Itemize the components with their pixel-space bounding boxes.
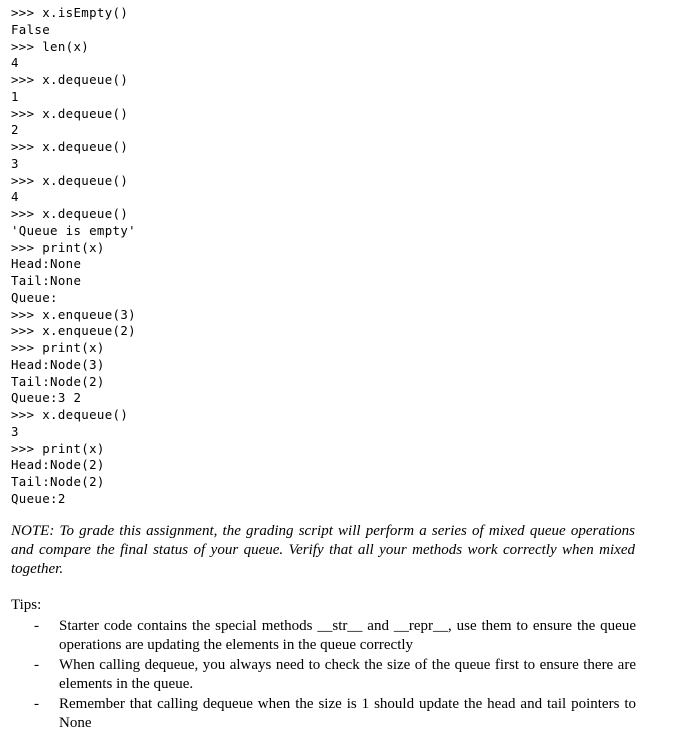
code-line: >>> len(x) [11,38,90,54]
tip-text: Starter code contains the special methods __str__ and __repr__, use them to ensure the queue operations are updating the elements in the queue correctly [59,618,636,653]
python-session-code-block [11,5,136,508]
code-line: 3 [11,423,19,439]
tip-item [34,656,636,694]
code-line: 4 [11,55,19,71]
code-line: Head:Node(3) [11,356,105,372]
code-line: 3 [11,155,19,171]
code-line: >>> print(x) [11,340,105,355]
code-line: >>> x.dequeue() [11,105,129,121]
code-line: Tail:Node(2) [11,474,105,489]
code-line: >>> x.dequeue() [11,206,129,221]
code-line: Queue:2 [11,490,66,506]
code-line: Tail:None [11,273,82,288]
tip-text: When calling dequeue, you always need to check the size of the queue first to ensure there are elements in the queue. [59,657,636,692]
dash-bullet-icon: - [34,657,39,673]
grading-note: NOTE: To grade this assignment, the grading script will perform a series of mixed queue operations and compare the final status of your queue. Verify that all your methods work correctly when mixed together. [11,523,635,577]
code-line: 1 [11,88,19,104]
code-line: False [11,21,51,37]
code-line: >>> x.dequeue() [11,407,129,422]
dash-bullet-icon: - [34,696,39,712]
code-line: >>> x.dequeue() [11,172,129,188]
code-line: >>> print(x) [11,440,105,456]
code-line: 'Queue is empty' [11,222,136,238]
code-line: Tail:Node(2) [11,373,105,389]
code-line: >>> x.dequeue() [11,72,129,87]
code-line: 4 [11,189,19,205]
code-line: >>> x.enqueue(3) [11,306,136,322]
code-line: >>> x.isEmpty() [11,5,129,20]
dash-bullet-icon: - [34,618,39,634]
tips-list [34,617,636,734]
tip-item [34,695,636,733]
code-line: Queue:3 2 [11,390,82,406]
code-line: Queue: [11,289,58,305]
code-line: Head:Node(2) [11,457,105,473]
tips-heading: Tips: [11,597,42,613]
code-line: >>> x.enqueue(2) [11,323,136,339]
code-line: >>> print(x) [11,239,105,255]
tip-text: Remember that calling dequeue when the size is 1 should update the head and tail pointers to None [59,696,636,731]
tip-item [34,617,636,655]
code-line: 2 [11,122,19,138]
code-line: Head:None [11,256,82,272]
code-line: >>> x.dequeue() [11,139,129,154]
